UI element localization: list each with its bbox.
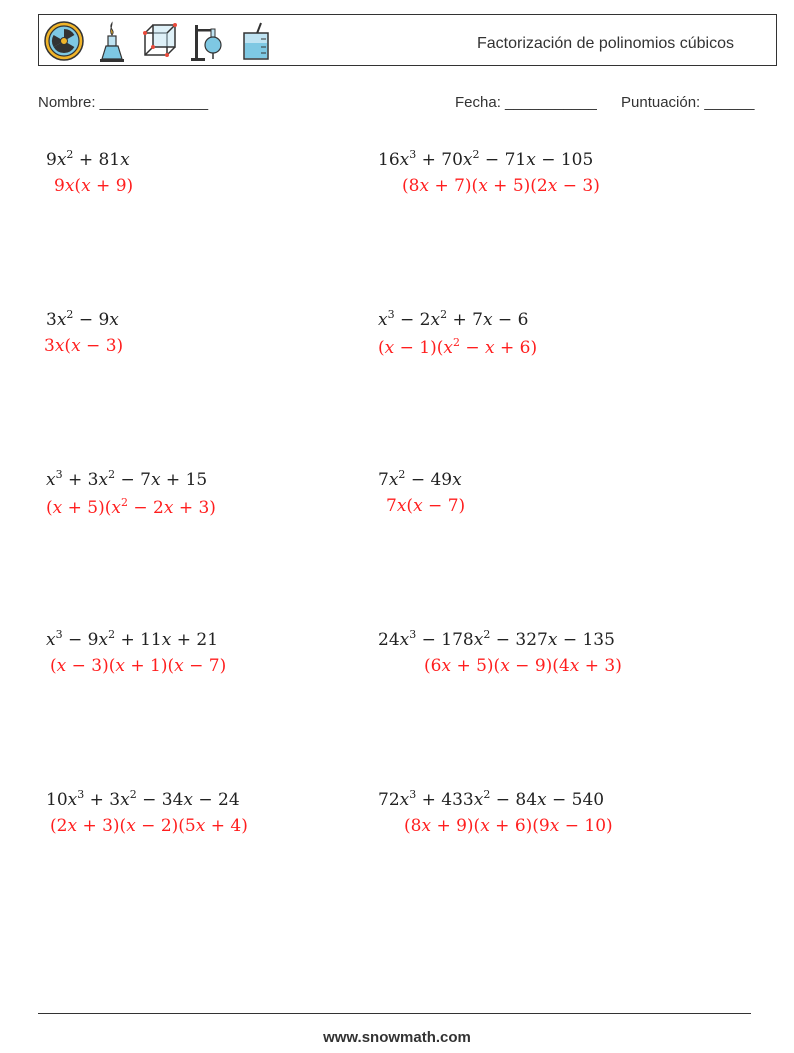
bunsen-burner-icon <box>91 19 133 63</box>
problem-answer: (8x + 9)(x + 6)(9x − 10) <box>404 816 613 836</box>
worksheet-title: Factorización de polinomios cúbicos <box>476 35 734 52</box>
problem-question: $7x^2 - 49x$ <box>378 468 462 490</box>
problem-answer: (8x + 7)(x + 5)(2x − 3) <box>402 176 600 196</box>
problem-7 <box>46 628 226 676</box>
problem-8 <box>378 628 622 676</box>
radiation-icon <box>43 19 85 63</box>
problem-6 <box>378 468 465 516</box>
score-field[interactable]: Puntuación: ______ <box>621 94 755 111</box>
date-field[interactable]: Fecha: ___________ <box>455 94 597 111</box>
cube-icon <box>139 19 181 63</box>
problem-answer: $(x + 5)(x^2 - 2x + 3)$ <box>46 496 216 518</box>
problem-1 <box>46 148 133 196</box>
problem-5 <box>46 468 216 518</box>
problem-4 <box>378 308 537 358</box>
flask-stand-icon <box>187 19 229 63</box>
problem-question: $72x^3 + 433x^2 - 84x - 540$ <box>378 788 605 810</box>
problem-answer: 9x(x + 9) <box>54 176 134 196</box>
problem-question: $24x^3 - 178x^2 - 327x - 135$ <box>378 628 615 650</box>
problem-answer: (x − 3)(x + 1)(x − 7) <box>50 656 227 676</box>
problem-question: $x^3 - 2x^2 + 7x - 6$ <box>378 308 529 330</box>
problem-question: $3x^2 - 9x$ <box>46 308 119 330</box>
beaker-icon <box>235 19 277 63</box>
problem-question: $16x^3 + 70x^2 - 71x - 105$ <box>378 148 594 170</box>
problem-answer: (2x + 3)(x − 2)(5x + 4) <box>50 816 248 836</box>
header-box <box>38 14 777 66</box>
problem-10 <box>378 788 613 836</box>
problem-answer: 7x(x − 7) <box>386 496 466 516</box>
name-field[interactable]: Nombre: _____________ <box>38 94 209 111</box>
problem-question: $9x^2 + 81x$ <box>46 148 130 170</box>
problem-answer: $(x - 1)(x^2 - x + 6)$ <box>378 336 538 358</box>
problem-answer: 3x(x − 3) <box>44 336 124 356</box>
problem-question: $x^3 + 3x^2 - 7x + 15$ <box>46 468 208 490</box>
problem-question: $10x^3 + 3x^2 - 34x - 24$ <box>46 788 240 810</box>
problem-question: $x^3 - 9x^2 + 11x + 21$ <box>46 628 219 650</box>
problem-2 <box>378 148 600 196</box>
footer-divider <box>38 1013 751 1014</box>
problem-answer: (6x + 5)(x − 9)(4x + 3) <box>424 656 622 676</box>
icon-strip <box>43 19 277 63</box>
problem-3 <box>46 308 123 356</box>
footer-url[interactable]: www.snowmath.com <box>323 1029 471 1046</box>
problem-9 <box>46 788 248 836</box>
